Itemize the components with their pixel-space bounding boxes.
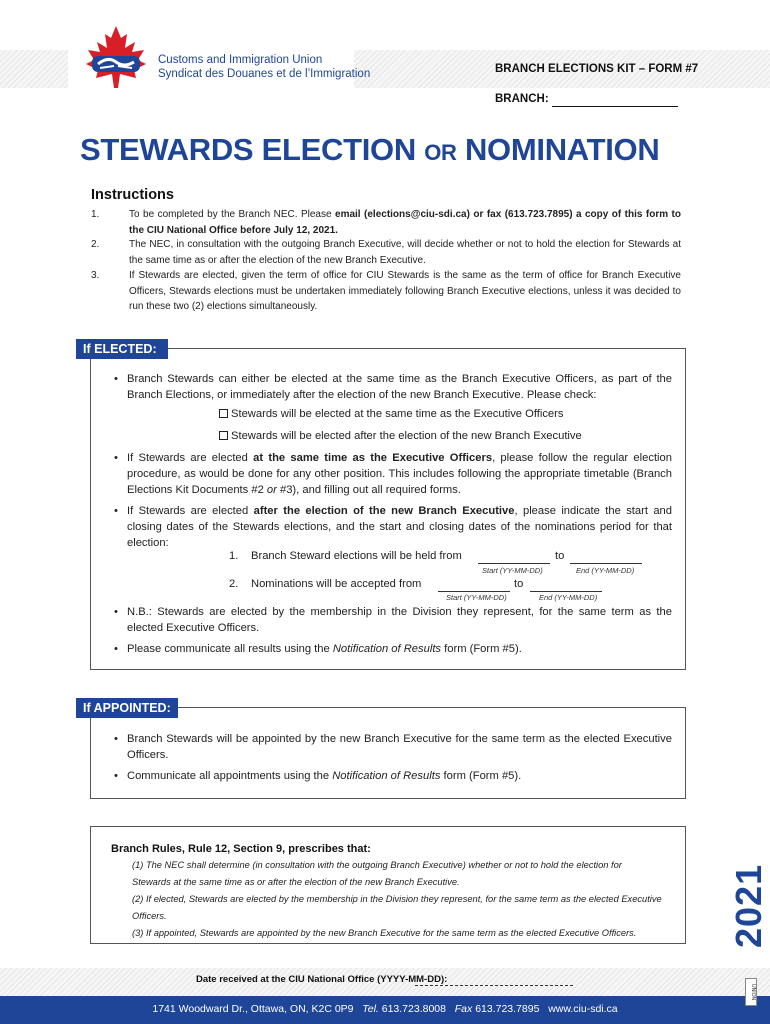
to-label: to xyxy=(555,550,565,562)
start-date-caption: Start (YY-MM-DD) xyxy=(482,566,543,575)
text-bold: at the same time as the Executive Officers xyxy=(253,452,493,464)
text-italic: or xyxy=(266,484,277,496)
bullet-text: Branch Stewards can either be elected at the same time as the Branch Executive Officers, as part of the Branch Elections, or immediately after the election of the new Branch Executive. Please check: xyxy=(127,373,672,401)
instruction-text xyxy=(129,207,681,238)
elected-bullet-5: • Please communicate all results using the Notification of Results form (Form #5). xyxy=(114,641,672,657)
checkbox-option-after[interactable] xyxy=(219,430,582,442)
instruction-number: 1. xyxy=(91,209,100,220)
instruction-number: 2. xyxy=(91,239,100,250)
date-received-field[interactable] xyxy=(415,985,573,986)
page-title xyxy=(80,132,659,168)
text-italic: Notification of Results xyxy=(332,770,441,782)
text-run: If Stewards are elected xyxy=(127,505,254,517)
sub-item-number: 2. xyxy=(229,578,239,590)
union-badge-text: UNION xyxy=(750,983,756,1001)
instructions-heading: Instructions xyxy=(91,187,174,203)
header-hatch-left xyxy=(0,50,68,88)
bullet-text xyxy=(127,450,672,498)
nomination-start-date-field[interactable] xyxy=(438,591,510,592)
form-kit-title: BRANCH ELECTIONS KIT – FORM #7 xyxy=(495,63,699,75)
instruction-text: If Stewards are elected, given the term of office for CIU Stewards is the same as the term of office for Branch Executive Officers, Stewards elections must be undertaken immediately following Branch Executive elections, unless it was decided to run these two (2) elections simultaneously. xyxy=(129,270,681,312)
bullet-text: Branch Stewards will be appointed by the new Branch Executive for the same term as the elected Executive Officers. xyxy=(127,733,672,761)
org-name-english: Customs and Immigration Union xyxy=(158,54,323,66)
bullet-text: N.B.: Stewards are elected by the membership in the Division they represent, for the same term as the elected Executive Officers. xyxy=(127,606,672,634)
footer-contact xyxy=(0,1003,770,1015)
branch-rules-text xyxy=(132,857,662,942)
rule-line: (3) If appointed, Stewards are appointed by the new Branch Executive for the same term as the elected Executive Officers. xyxy=(132,928,637,938)
union-label-badge xyxy=(745,978,757,1006)
footer-tel-label: Tel. xyxy=(362,1003,379,1015)
end-date-caption: End (YY-MM-DD) xyxy=(539,593,598,602)
rule-line: (1) The NEC shall determine (in consultation with the outgoing Branch Executive) whether or not to hold the election for Stewards at the same time as or after the election of the new Branch Executive. xyxy=(132,860,622,887)
footer-address: 1741 Woodward Dr., Ottawa, ON, K2C 0P9 xyxy=(152,1003,354,1015)
checkbox-label: Stewards will be elected after the election of the new Branch Executive xyxy=(231,430,582,442)
to-label: to xyxy=(514,578,524,590)
instruction-item xyxy=(91,237,681,268)
rule-line: (2) If elected, Stewards are elected by the membership in the Division they represent, for the same term as the elected Executive Officers. xyxy=(132,894,662,921)
footer-fax: 613.723.7895 xyxy=(475,1003,540,1015)
elected-bullet-4: • N.B.: Stewards are elected by the membership in the Division they represent, for the same term as the elected Executive Officers. xyxy=(114,606,672,634)
instruction-item xyxy=(91,207,681,238)
appointed-bullet-1: • Branch Stewards will be appointed by the new Branch Executive for the same term as the elected Executive Officers. xyxy=(114,733,672,761)
title-or: OR xyxy=(424,140,457,165)
footer-fax-label: Fax xyxy=(454,1003,473,1015)
instruction-bold: email (elections@ciu-sdi.ca) or fax (613.723.7895) a copy of this form to the CIU National Office before July 12, 2021. xyxy=(129,209,681,236)
start-date-caption: Start (YY-MM-DD) xyxy=(446,593,507,602)
branch-input-line[interactable] xyxy=(552,106,678,107)
empty-checkbox-icon[interactable] xyxy=(219,409,228,418)
date-received-label: Date received at the CIU National Office (YYYY-MM-DD): xyxy=(196,974,448,985)
appointed-bullet-2: • Communicate all appointments using the Notification of Results form (Form #5). xyxy=(114,768,672,784)
branch-rules-title: Branch Rules, Rule 12, Section 9, prescribes that: xyxy=(111,843,371,855)
footer-website-link[interactable]: www.ciu-sdi.ca xyxy=(548,1003,618,1015)
steward-election-dates-label: Branch Steward elections will be held from xyxy=(251,550,462,562)
footer-tel: 613.723.8008 xyxy=(381,1003,446,1015)
election-start-date-field[interactable] xyxy=(478,563,550,564)
text-run: Please communicate all results using the xyxy=(127,643,333,655)
checkbox-option-same-time[interactable] xyxy=(219,408,563,420)
elected-section-tab: If ELECTED: xyxy=(76,339,168,359)
instruction-lead: To be completed by the Branch NEC. Please xyxy=(129,209,336,220)
text-bold: after the election of the new Branch Executive xyxy=(253,505,515,517)
title-part-1: STEWARDS ELECTION xyxy=(80,132,425,167)
sub-item-number: 1. xyxy=(229,550,239,562)
text-run: If Stewards are elected xyxy=(127,452,254,464)
branch-label: BRANCH: xyxy=(495,93,549,105)
text-italic: Notification of Results xyxy=(332,643,442,655)
text-run: form (Form #5). xyxy=(441,643,522,655)
elected-bullet-1: • Branch Stewards can either be elected at the same time as the Branch Executive Officers, as part of the Branch Elections, or immediately after the election of the new Branch Executive. Please check: xyxy=(114,373,672,401)
checkbox-label: Stewards will be elected at the same time as the Executive Officers xyxy=(231,408,564,420)
elected-bullet-2: • If Stewards are elected at the same time as the Executive Officers, please follow the regular election procedure, as would be done for any other position. This includes following the appropriate timetable (Branch Elections Kit Documents #2 or #3), and filling out all required forms. xyxy=(114,452,672,496)
empty-checkbox-icon[interactable] xyxy=(219,431,228,440)
year-label: 2021 xyxy=(728,863,769,948)
bullet-text xyxy=(127,503,672,551)
instruction-item xyxy=(91,268,681,315)
maple-leaf-handshake-logo xyxy=(80,22,152,94)
nomination-dates-label: Nominations will be accepted from xyxy=(251,578,422,590)
text-run: Communicate all appointments using the xyxy=(127,770,333,782)
text-run: , please indicate the start and closing dates of the Stewards elections, and the start and closing dates of the nominations period for that election: xyxy=(127,505,672,549)
election-end-date-field[interactable] xyxy=(570,563,642,564)
elected-bullet-3: • If Stewards are elected after the election of the new Branch Executive, please indicate the start and closing dates of the Stewards elections, and the start and closing dates of the nominations period for that election: xyxy=(114,505,672,549)
nomination-end-date-field[interactable] xyxy=(530,591,602,592)
appointed-section-tab: If APPOINTED: xyxy=(76,698,178,718)
text-run: form (Form #5). xyxy=(440,770,522,782)
instruction-number: 3. xyxy=(91,270,100,281)
bullet-text xyxy=(127,768,672,784)
bullet-text xyxy=(127,641,672,657)
org-name-french: Syndicat des Douanes et de l’Immigration xyxy=(158,68,371,80)
end-date-caption: End (YY-MM-DD) xyxy=(576,566,635,575)
text-run: , please follow the regular election procedure, as would be done for any other position. This includes following the appropriate timetable (Branch Elections Kit Documents #2 xyxy=(127,452,672,496)
instruction-text: The NEC, in consultation with the outgoing Branch Executive, will decide whether or not to hold the election for Stewards at the same time as or after the election of the new Branch Executive. xyxy=(129,239,681,266)
title-part-2: NOMINATION xyxy=(456,132,660,167)
text-run: #3), and filling out all required forms. xyxy=(276,484,461,496)
